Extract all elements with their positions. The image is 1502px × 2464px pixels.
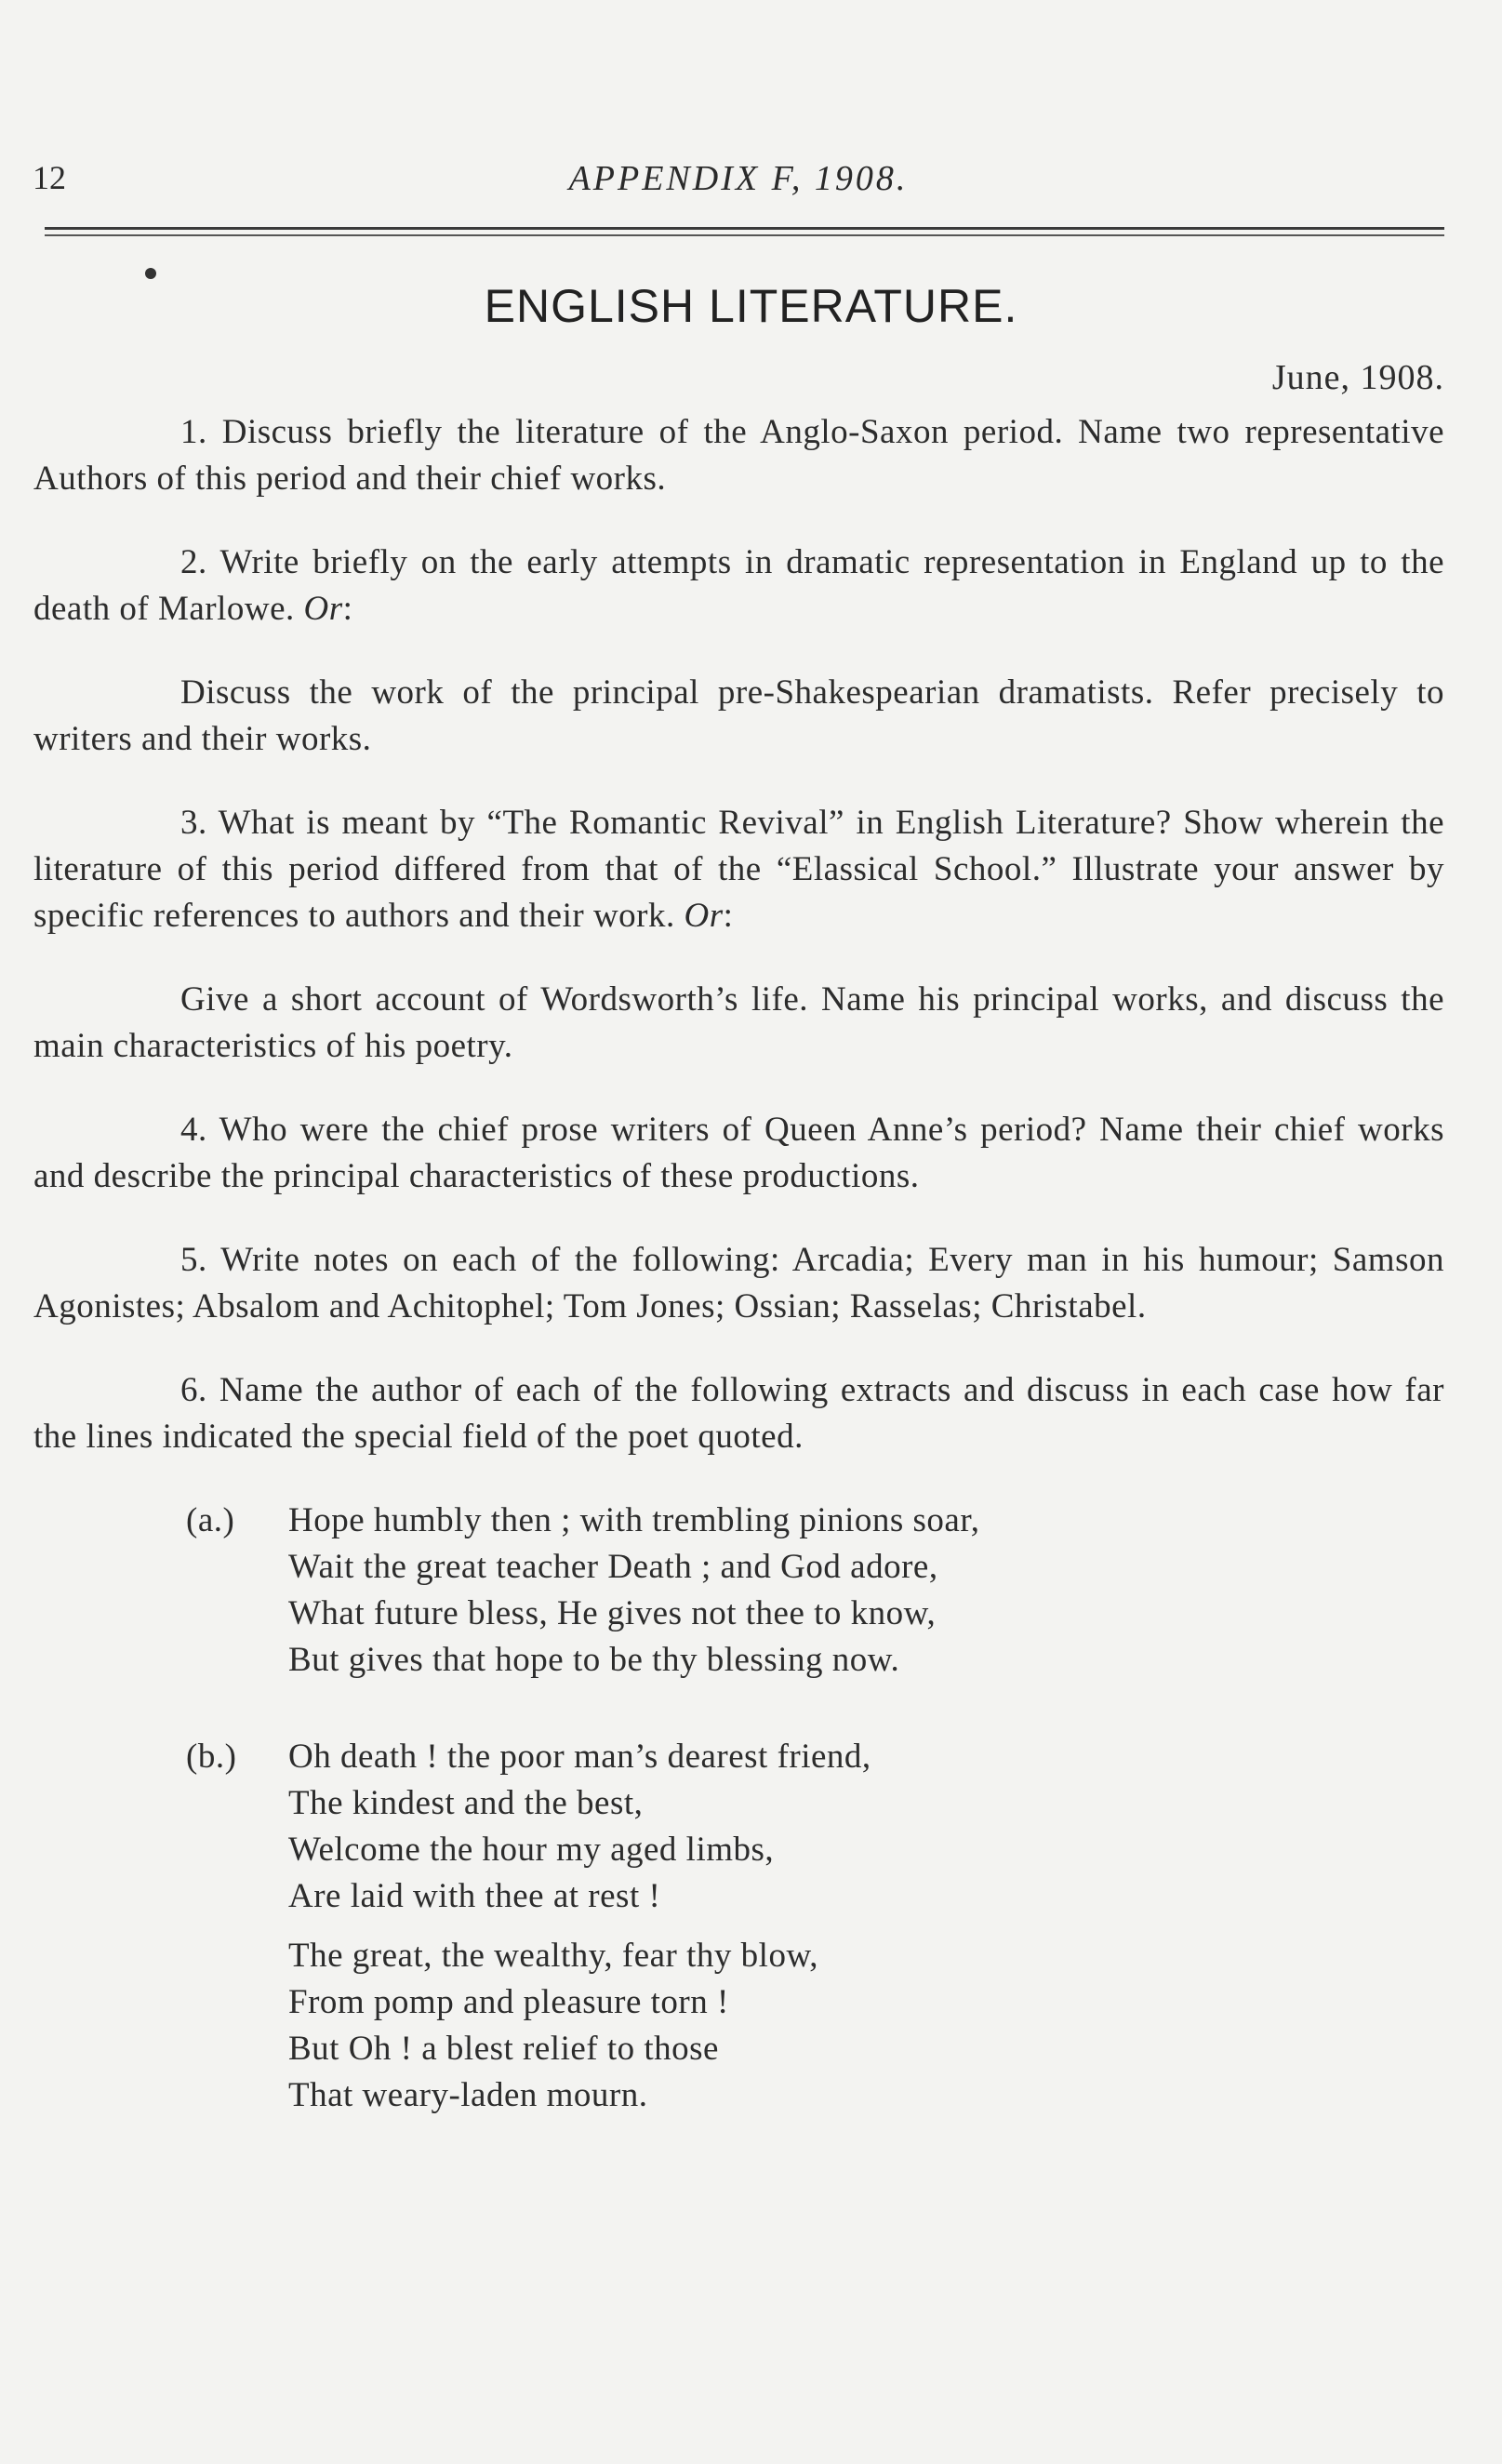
extract-label: (b.) (186, 1738, 237, 1776)
extract-lines (288, 1734, 871, 2132)
question-5 (33, 1237, 1444, 1330)
page-header (33, 158, 1444, 205)
exam-date: June, 1908. (1271, 358, 1444, 397)
questions-body (33, 409, 1444, 2132)
verse-line: The great, the wealthy, fear thy blow, (288, 1937, 819, 1975)
or-suffix: : (342, 590, 353, 628)
question-6 (33, 1367, 1444, 1460)
question-4 (33, 1107, 1444, 1200)
question-text: 5. Write notes on each of the following: Arcadia; Every man in his humour; Samson Agonistes; Absalom and Achitophel; Tom Jones; Ossian; Rasselas; Christabel. (33, 1241, 1444, 1325)
running-head: APPENDIX F, 1908. (568, 159, 909, 198)
question-2 (33, 539, 1444, 633)
stanza (288, 1498, 979, 1684)
question-text: 6. Name the author of each of the following extracts and discuss in each case how far the lines indicated the special field of the poet quoted. (33, 1371, 1444, 1456)
verse-line: Oh death ! the poor man’s dearest friend, (288, 1738, 871, 1776)
question-3 (33, 800, 1444, 939)
verse-line: The kindest and the best, (288, 1784, 644, 1822)
verse-line: What future bless, He gives not thee to know, (288, 1594, 937, 1632)
verse-line: Wait the great teacher Death ; and God adore, (288, 1548, 938, 1586)
question-3-alternative (33, 977, 1444, 1070)
header-rule-thick (45, 227, 1444, 230)
stanza (288, 1933, 871, 2119)
verse-line: Hope humbly then ; with trembling pinions soar, (288, 1501, 980, 1539)
stanza (288, 1734, 871, 1920)
alternative-text: Give a short account of Wordsworth’s life. Name his principal works, and discuss the main characteristics of his poetry. (33, 980, 1444, 1065)
question-text: 3. What is meant by “The Romantic Revival” in English Literature? Show wherein the literature of this period differed from that of the “Elassical School.” Illustrate your answer by specific references to authors and their work. (33, 804, 1444, 935)
or-label: Or (684, 897, 724, 935)
verse-line: That weary-laden mourn. (288, 2076, 648, 2114)
extract-b (186, 1734, 1444, 2132)
verse-line: Are laid with thee at rest ! (288, 1877, 661, 1915)
page-title: ENGLISH LITERATURE. (484, 280, 1018, 332)
question-1 (33, 409, 1444, 502)
verse-line: But Oh ! a blest relief to those (288, 2030, 719, 2068)
question-text: 2. Write briefly on the early attempts in dramatic representation in England up to the death of Marlowe. (33, 543, 1444, 628)
verse-line: But gives that hope to be thy blessing now. (288, 1641, 900, 1679)
question-text: 4. Who were the chief prose writers of Queen Anne’s period? Name their chief works and describe the principal characteristics of these productions. (33, 1111, 1444, 1195)
question-2-alternative (33, 670, 1444, 763)
page-number: 12 (33, 159, 66, 196)
or-suffix: : (723, 897, 734, 935)
verse-line: Welcome the hour my aged limbs, (288, 1831, 775, 1869)
extract-lines (288, 1498, 979, 1697)
extract-label: (a.) (186, 1501, 235, 1539)
ink-dot (145, 268, 156, 279)
extract-a (186, 1498, 1444, 1697)
or-label: Or (303, 590, 343, 628)
question-text: 1. Discuss briefly the literature of the Anglo-Saxon period. Name two representative Authors of this period and their chief works. (33, 413, 1444, 498)
header-rule-thin (45, 234, 1444, 236)
verse-line: From pomp and pleasure torn ! (288, 1983, 729, 2021)
alternative-text: Discuss the work of the principal pre-Shakespearian dramatists. Refer precisely to writers and their works. (33, 673, 1444, 758)
